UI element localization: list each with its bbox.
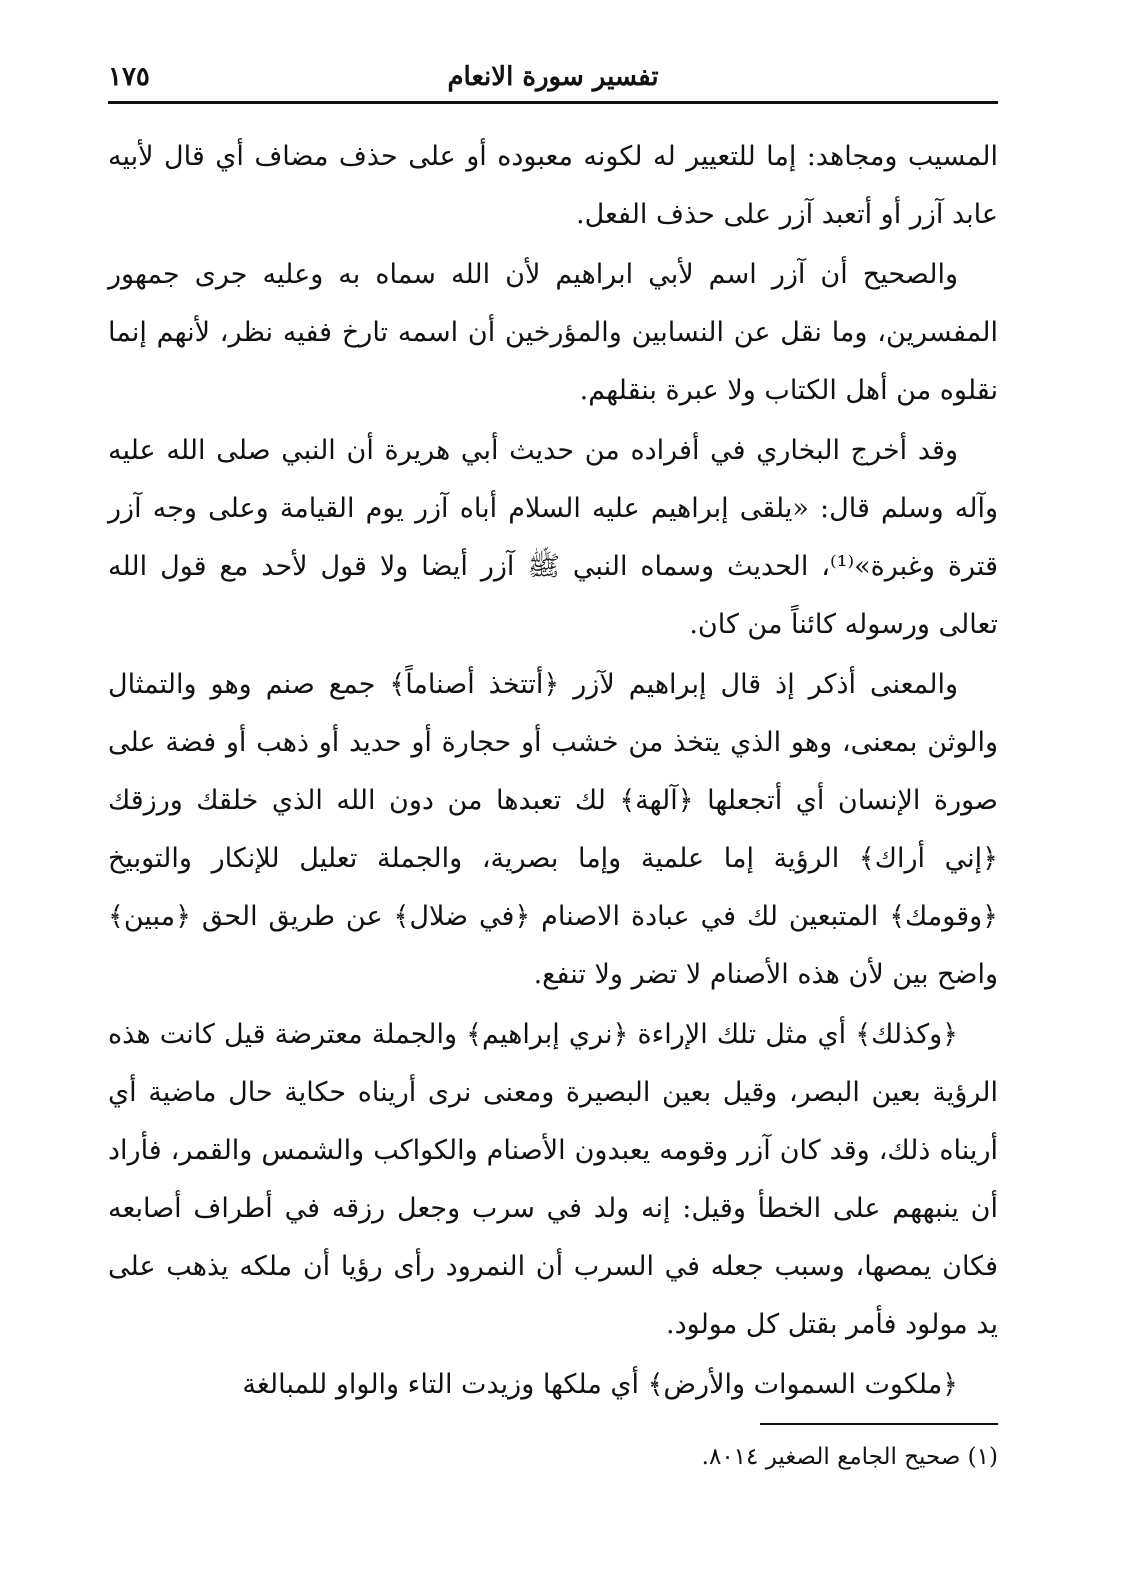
body-text bbox=[108, 128, 998, 1416]
header-rule bbox=[108, 101, 998, 104]
paragraph-2: والصحيح أن آزر اسم لأبي ابراهيم لأن الله سماه به وعليه جرى جمهور المفسرين، وما نقل عن النسابين والمؤرخين أن اسمه تارخ ففيه نظر، لأنهم إنما نقلوه من أهل الكتاب ولا عبرة بنقلهم. bbox=[108, 259, 998, 406]
paragraph-6: ﴿ملكوت السموات والأرض﴾ أي ملكها وزيدت التاء والواو للمبالغة bbox=[242, 1369, 958, 1400]
running-header bbox=[108, 58, 998, 100]
paragraph-5: ﴿وكذلك﴾ أي مثل تلك الإراءة ﴿نري إبراهيم﴾ والجملة معترضة قيل كانت هذه الرؤية بعين البصر، وقيل بعين البصيرة ومعنى نرى أريناه حكاية حال ماضية أي أريناه ذلك، وقد كان آزر وقومه يعبدون الأصنام والكواكب والشمس والقمر، فأراد أن ينبههم على الخطأ وقيل: إنه ولد في سرب وجعل رزقه في أطراف أصابعه فكان يمصها، وسبب جعله في السرب أن النمرود رأى رؤيا أن ملكه يذهب على يد مولود فأمر بقتل كل مولود. bbox=[108, 1019, 998, 1340]
paragraph-3: وقد أخرج البخاري في أفراده من حديث أبي هريرة أن النبي صلى الله عليه وآله وسلم قال: «يلقى إبراهيم عليه السلام أباه آزر يوم القيامة وعلى وجه آزر قترة وغبرة»⁽¹⁾، الحديث وسماه النبي ﷺ آزر أيضا ولا قول لأحد مع قول الله تعالى ورسوله كائناً من كان. bbox=[108, 435, 998, 640]
footnote: (١) صحيح الجامع الصغير ٨٠١٤. bbox=[701, 1444, 998, 1470]
footnote-rule bbox=[760, 1423, 998, 1425]
page-number: ١٧٥ bbox=[108, 62, 150, 92]
header-title: تفسير سورة الانعام bbox=[447, 62, 659, 92]
paragraph-1: المسيب ومجاهد: إما للتعيير له لكونه معبوده أو على حذف مضاف أي قال لأبيه عابد آزر أو أتعبد آزر على حذف الفعل. bbox=[108, 141, 998, 230]
paragraph-4: والمعنى أذكر إذ قال إبراهيم لآزر ﴿أتتخذ أصناماً﴾ جمع صنم وهو والتمثال والوثن بمعنى، وهو الذي يتخذ من خشب أو حجارة أو حديد أو ذهب أو فضة على صورة الإنسان أي أتجعلها ﴿آلهة﴾ لك تعبدها من دون الله الذي خلقك ورزقك ﴿إني أراك﴾ الرؤية إما علمية وإما بصرية، والجملة تعليل للإنكار والتوبيخ ﴿وقومك﴾ المتبعين لك في عبادة الاصنام ﴿في ضلال﴾ عن طريق الحق ﴿مبين﴾ واضح بين لأن هذه الأصنام لا تضر ولا تنفع. bbox=[108, 669, 998, 990]
